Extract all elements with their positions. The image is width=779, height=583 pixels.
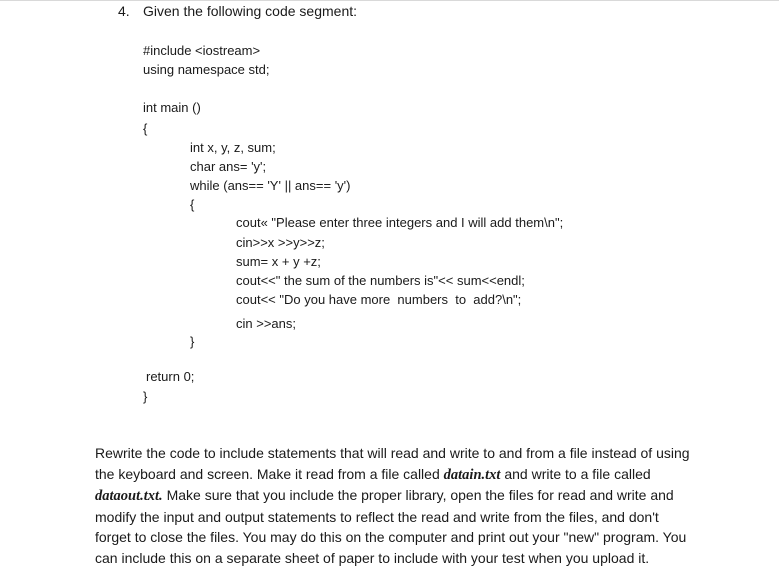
code-line-open-main: { (143, 121, 148, 136)
code-line-close-main: } (143, 389, 148, 404)
page-top-border (0, 0, 779, 1)
code-line-open-while: { (190, 197, 195, 212)
input-filename: datain.txt (443, 466, 501, 483)
code-line-close-while: } (190, 334, 195, 349)
code-line-sum: sum= x + y +z; (236, 254, 321, 269)
instructions-text-3: Make sure that you include the proper library, open the files for read and write and modify the input and output statements to reflect the read and write from the files, and don't forget to close the files. You may do this on the computer and print out your "new" program. You can include this on a separate sheet of paper to include with your test when you upload it. (95, 487, 687, 566)
code-line-decl-vars: int x, y, z, sum; (190, 140, 276, 155)
code-line-decl-ans: char ans= 'y'; (190, 159, 267, 174)
code-line-cin-xyz: cin>>x >>y>>z; (236, 235, 325, 250)
code-line-cout-more: cout<< "Do you have more numbers to add?\n"; (236, 292, 522, 307)
code-line-main: int main () (143, 100, 201, 115)
code-line-include: #include <iostream> (143, 43, 261, 58)
question-number: 4. (118, 3, 130, 19)
code-line-return: return 0; (146, 369, 195, 384)
code-line-cin-ans: cin >>ans; (236, 316, 296, 331)
instructions-paragraph (95, 443, 695, 568)
code-line-cout-sum: cout<<" the sum of the numbers is"<< sum<<endl; (236, 273, 525, 288)
code-line-using: using namespace std; (143, 62, 270, 77)
code-line-while: while (ans== 'Y' || ans== 'y') (190, 178, 351, 193)
instructions-text-1: Rewrite the code to include statements that will read and write to and from a file instead of using the keyboard and screen. Make it read from a file called (95, 445, 690, 482)
code-line-cout-prompt: cout« "Please enter three integers and I will add them\n"; (236, 215, 564, 230)
question-prompt: Given the following code segment: (143, 3, 358, 19)
instructions-text-2: and write to a file called (500, 465, 651, 482)
output-filename: dataout.txt. (95, 488, 163, 504)
